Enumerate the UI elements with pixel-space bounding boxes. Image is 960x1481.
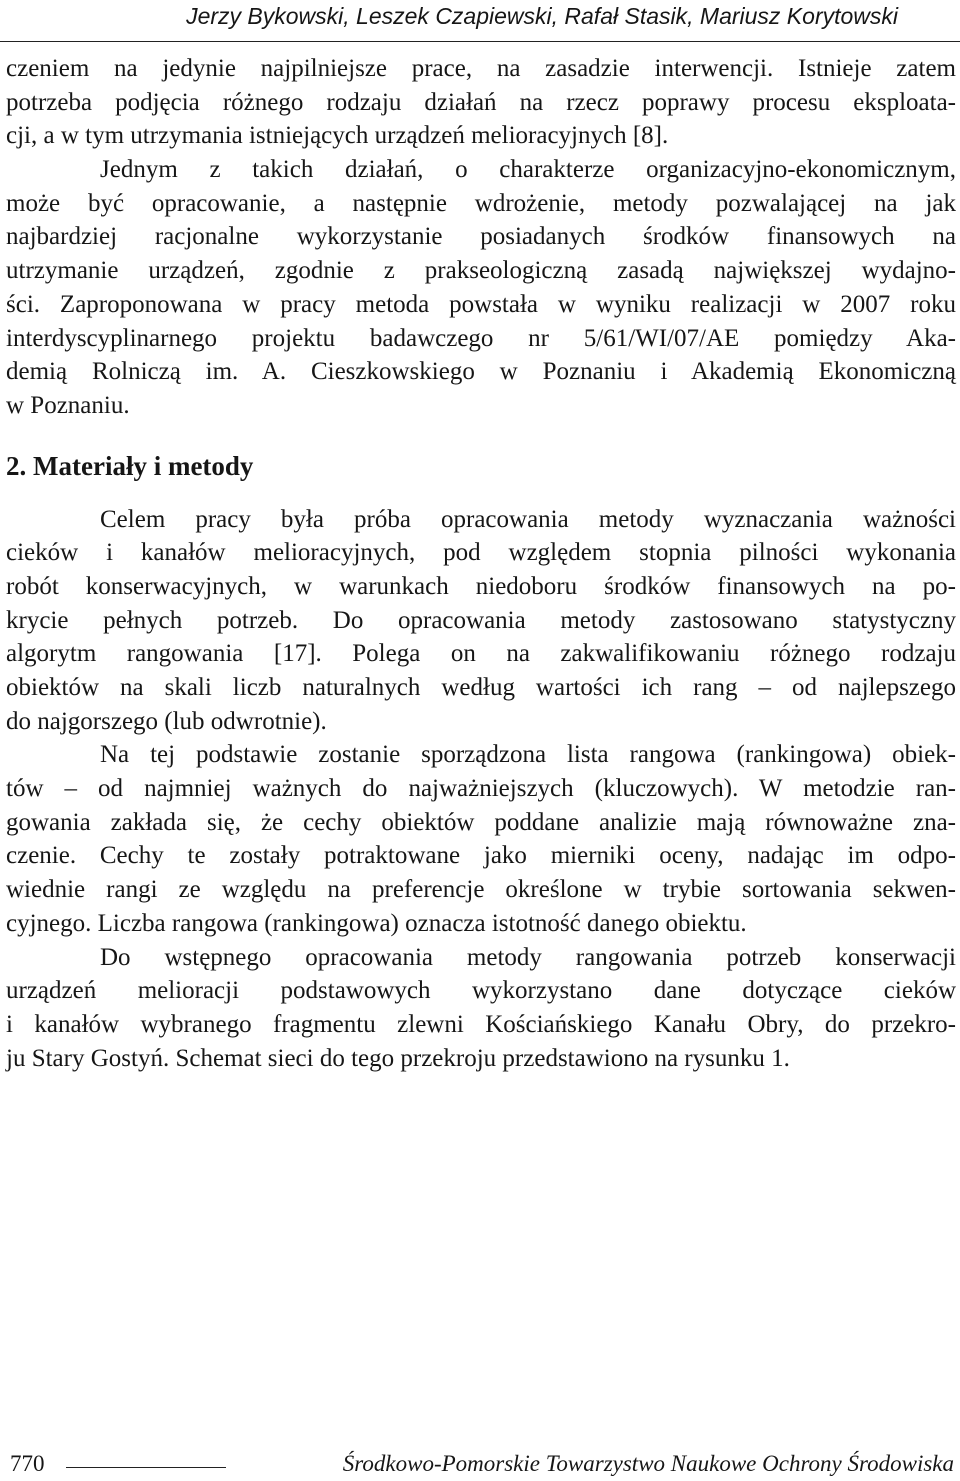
text-line: obiektów na skali liczb naturalnych według wartości ich rang – od najlepszego bbox=[6, 674, 956, 701]
body-text bbox=[6, 52, 956, 1075]
text-line: najbardziej racjonalne wykorzystanie posiadanych środków finansowych na bbox=[6, 223, 956, 251]
text-line: Jednym z takich działań, o charakterze organizacyjno-ekonomicznym, bbox=[100, 156, 956, 184]
text-line: wiednie rangi ze względu na preferencje określone w trybie sortowania sekwen- bbox=[6, 876, 956, 904]
text-line: gowania zakłada się, że cechy obiektów poddane analizie mają równoważne zna- bbox=[6, 808, 956, 836]
text-line: demią Rolniczą im. A. Cieszkowskiego w Poznaniu i Akademią Ekonomiczną bbox=[6, 358, 956, 386]
text-line: algorytm rangowania [17]. Polega on na zakwalifikowaniu różnego rodzaju bbox=[6, 640, 956, 668]
text-line: cyjnego. Liczba rangowa (rankingowa) oznacza istotność danego obiektu. bbox=[6, 909, 747, 937]
text-line: ju Stary Gostyń. Schemat sieci do tego przekroju przedstawiono na rysunku 1. bbox=[6, 1044, 790, 1072]
text-line: w Poznaniu. bbox=[6, 391, 130, 419]
text-line: Do wstępnego opracowania metody rangowania potrzeb konserwacji bbox=[100, 943, 956, 971]
text-line: interdyscyplinarnego projektu badawczego nr 5/61/WI/07/AE pomiędzy Aka- bbox=[6, 324, 956, 352]
footer-society: Środkowo-Pomorskie Towarzystwo Naukowe Ochrony Środowiska bbox=[342, 1451, 954, 1476]
paragraph-3 bbox=[6, 738, 956, 940]
text-line: czenie. Cechy te zostały potraktowane jako mierniki oceny, nadając im odpo- bbox=[6, 842, 956, 870]
text-line: tów – od najmniej ważnych do najważniejszych (kluczowych). W metodzie ran- bbox=[6, 775, 956, 803]
text-line: krycie pełnych potrzeb. Do opracowania metody zastosowano statystyczny bbox=[6, 606, 956, 634]
paragraph-1 bbox=[6, 153, 956, 423]
page-number: 770 bbox=[10, 1451, 45, 1476]
text-line: do najgorszego (lub odwrotnie). bbox=[6, 707, 327, 735]
text-line: czeniem na jedynie najpilniejsze prace, na zasadzie interwencji. Istnieje zatem bbox=[6, 55, 956, 82]
footer-rule bbox=[66, 1467, 226, 1468]
running-head bbox=[0, 0, 960, 42]
text-line: potrzeba podjęcia różnego rodzaju działań na rzecz poprawy procesu eksploata- bbox=[6, 88, 956, 116]
text-line: może być opracowanie, a następnie wdrożenie, metody pozwalającej na jak bbox=[6, 189, 956, 217]
text-line: urządzeń melioracji podstawowych wykorzystano dane dotyczące cieków bbox=[6, 977, 956, 1005]
intro-paragraph bbox=[6, 52, 956, 153]
paragraph-4 bbox=[6, 941, 956, 1076]
text-line: cieków i kanałów melioracyjnych, pod względem stopnia pilności wykonania bbox=[6, 539, 956, 567]
running-head-authors: Jerzy Bykowski, Leszek Czapiewski, Rafał Stasik, Mariusz Korytowski bbox=[186, 3, 898, 29]
text-line: Celem pracy była próba opracowania metody wyznaczania ważności bbox=[100, 505, 956, 533]
section-heading: 2. Materiały i metody bbox=[6, 450, 254, 481]
text-line: robót konserwacyjnych, w warunkach niedoboru środków finansowych na po- bbox=[6, 572, 956, 600]
text-line: Na tej podstawie zostanie sporządzona lista rangowa (rankingowa) obiek- bbox=[100, 741, 956, 769]
text-line: i kanałów wybranego fragmentu zlewni Kościańskiego Kanału Obry, do przekro- bbox=[6, 1010, 956, 1038]
text-line: cji, a w tym utrzymania istniejących urządzeń melioracyjnych [8]. bbox=[6, 122, 669, 150]
text-line: ści. Zaproponowana w pracy metoda powstała w wyniku realizacji w 2007 roku bbox=[6, 290, 956, 318]
paragraph-2 bbox=[6, 503, 956, 739]
text-line: utrzymanie urządzeń, zgodnie z prakseologiczną zasadą największej wydajno- bbox=[6, 257, 956, 285]
